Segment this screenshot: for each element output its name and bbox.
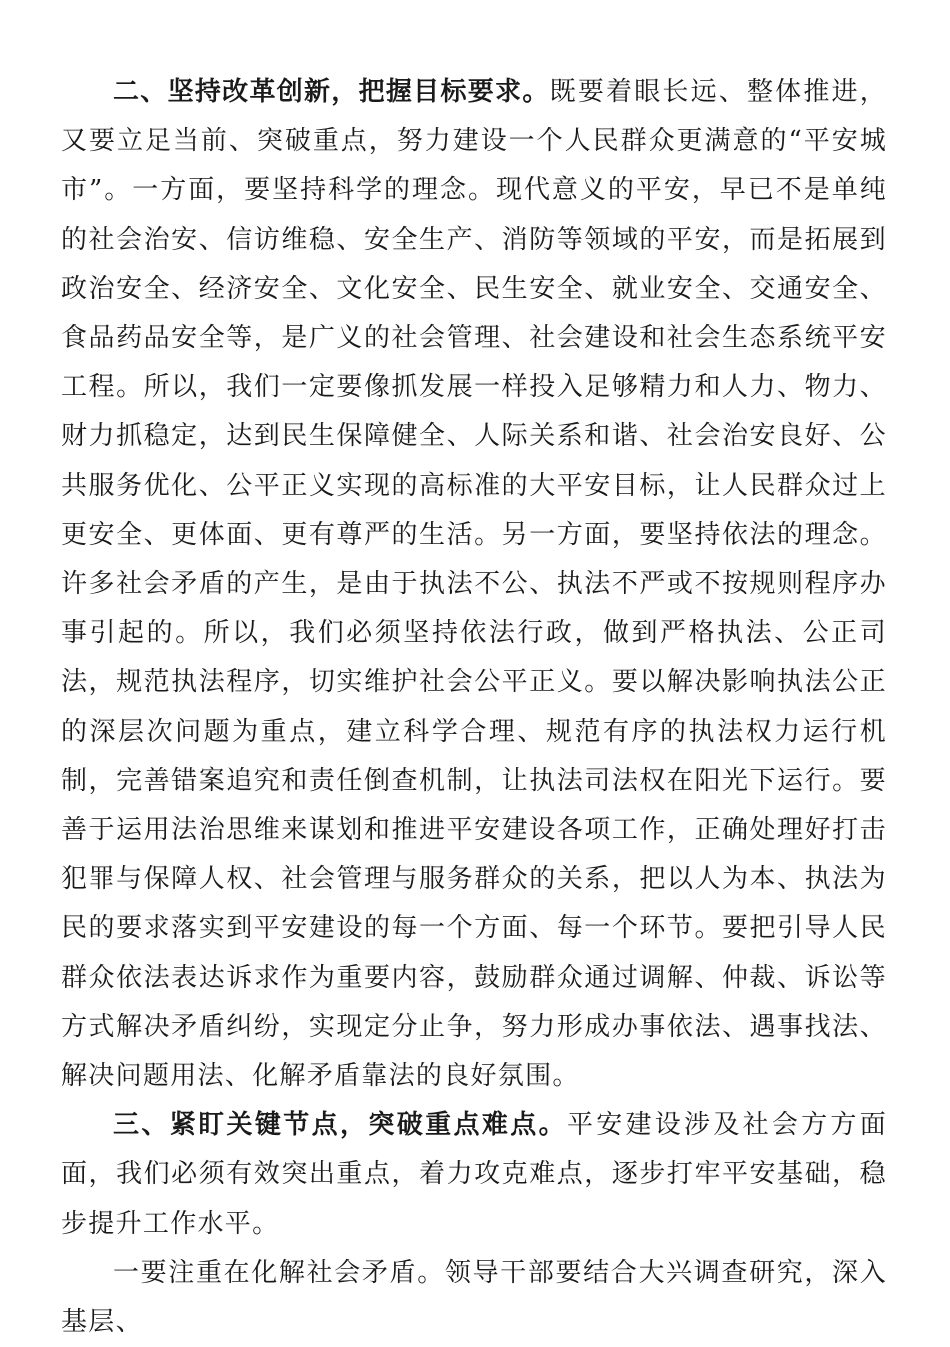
section-heading-two: 二、坚持改革创新，把握目标要求。	[113, 77, 550, 107]
paragraph-reform-innovation	[61, 68, 887, 1101]
paragraph-text: 一要注重在化解社会矛盾。领导干部要结合大兴调查研究，深入基层、	[61, 1257, 887, 1338]
section-heading-three: 三、紧盯关键节点，突破重点难点。	[113, 1110, 567, 1141]
paragraph-text: 既要着眼长远、整体推进，又要立足当前、突破重点，努力建设一个人民群众更满意的“平安城市”。一方面，要坚持科学的理念。现代意义的平安，早已不是单纯的社会治安、信访维稳、安全生产、消防等领域的平安，而是拓展到政治安全、经济安全、文化安全、民生安全、就业安全、交通安全、食品药品安全等，是广义的社会管理、社会建设和社会生态系统平安工程。所以，我们一定要像抓发展一样投入足够精力和人力、物力、财力抓稳定，达到民生保障健全、人际关系和谐、社会治安良好、公共服务优化、公平正义实现的高标准的大平安目标，让人民群众过上更安全、更体面、更有尊严的生活。另一方面，要坚持依法的理念。许多社会矛盾的产生，是由于执法不公、执法不严或不按规则程序办事引起的。所以，我们必须坚持依法行政，做到严格执法、公正司法，规范执法程序，切实维护社会公平正义。要以解决影响执法公正的深层次问题为重点，建立科学合理、规范有序的执法权力运行机制，完善错案追究和责任倒查机制，让执法司法权在阳光下运行。要善于运用法治思维来谋划和推进平安建设各项工作，正确处理好打击犯罪与保障人权、社会管理与服务群众的关系，把以人为本、执法为民的要求落实到平安建设的每一个方面、每一个环节。要把引导人民群众依法表达诉求作为重要内容，鼓励群众通过调解、仲裁、诉讼等方式解决矛盾纠纷，实现定分止争，努力形成办事依法、遇事找法、解决问题用法、化解矛盾靠法的良好氛围。	[61, 77, 887, 1092]
document-body	[61, 68, 887, 1347]
paragraph-key-points	[61, 1101, 887, 1249]
paragraph-text: 平安建设涉及社会方方面面，我们必须有效突出重点，着力攻克难点，逐步打牢平安基础，稳步提升工作水平。	[61, 1110, 887, 1239]
paragraph-resolve-conflicts	[61, 1249, 887, 1347]
